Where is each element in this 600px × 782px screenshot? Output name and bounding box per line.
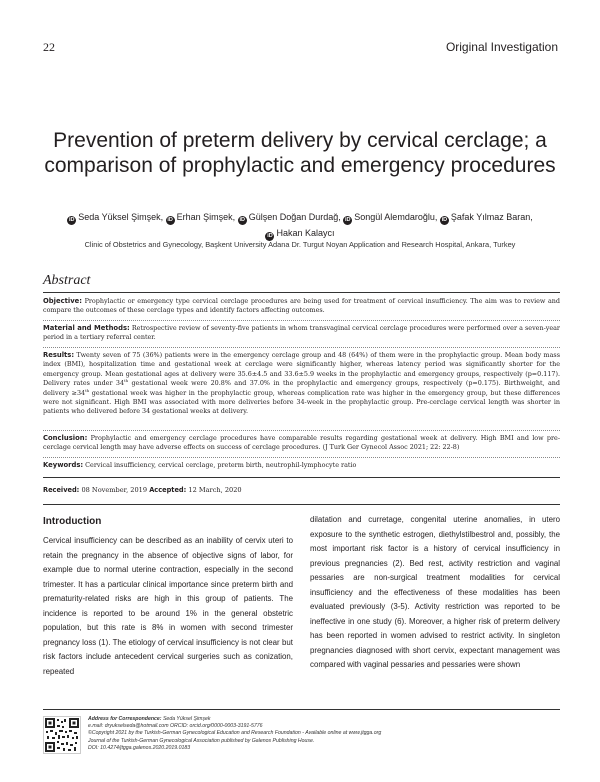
conclusion-label: Conclusion: — [43, 434, 88, 442]
divider — [43, 430, 560, 431]
objective-text: Prophylactic or emergency type cervical cerclage procedures are being used for treatment of cervical insufficiency. The aim was to review and compare the outcomes of these cerclage types and identify factors affecting outcomes. — [43, 297, 560, 315]
affiliation: Clinic of Obstetrics and Gynecology, Başkent University Adana Dr. Turgut Noyan Application and Research Hospital, Ankara, Turkey — [84, 240, 516, 249]
orcid-icon: iD — [239, 217, 245, 223]
abstract-methods — [43, 324, 560, 343]
author[interactable]: iD Hakan Kalaycı — [267, 228, 335, 239]
superscript: th — [124, 378, 129, 384]
keywords-text: Cervical insufficiency, cervical cerclage, preterm birth, neutrophil-lymphocyte ratio — [85, 461, 357, 469]
results-text: Twenty seven of 75 (36%) patients were in the emergency cerclage group and 48 (64%) of them were in the prophylactic group. Mean body mass index (BMI), hospitalization time and gestational week at cerclage were significantly higher, whereas latency period was significantly shorter for the emergency group. Mean gestational ages at delivery were 35.6±4.5 and 33.6±5.9 weeks in the prophylactic and emergency groups, respectively (p=0.117). Delivery rates under 34 — [43, 351, 560, 388]
correspondence — [88, 716, 558, 723]
divider — [43, 292, 560, 293]
divider — [43, 457, 560, 458]
orcid-icon: iD — [441, 217, 448, 223]
correspondence-label: Address for Correspondence: — [88, 716, 162, 722]
introduction-heading: Introduction — [43, 516, 102, 527]
orcid-icon: iD — [167, 217, 173, 223]
results-text: gestational week was higher in the prophylactic group, whereas complication rate was higher in the emergency group, but these differences were not significant. High BMI was associated with more deliveries before 34-week in the prophylactic group. Pre-cerclage cervical length was shorter in patients who delivered before 34 gestational weeks at delivery. — [43, 388, 560, 416]
superscript: th — [85, 387, 90, 393]
qr-code[interactable] — [43, 716, 81, 754]
conclusion-text: Prophylactic and emergency cerclage procedures have comparable results regarding gestational week at delivery. High BMI and low pre-cerclage cervical length may have adverse effects on success of cerclage procedures. (J Turk Ger Gynecol Assoc 2021; 22: 22-8) — [43, 434, 560, 452]
orcid-icon: iD — [69, 217, 75, 223]
divider — [43, 477, 560, 478]
abstract-keywords — [43, 461, 560, 470]
abstract-objective — [43, 297, 560, 316]
page-number: 22 — [43, 40, 55, 54]
qr-code-icon — [44, 717, 80, 753]
article-title: Prevention of preterm delivery by cervical cerclage; a comparison of prophylactic and emergency procedures — [44, 129, 556, 177]
author[interactable]: iD Seda Yüksel Şimşek, — [69, 212, 164, 223]
divider — [43, 347, 560, 348]
results-label: Results: — [43, 351, 75, 359]
introduction-left-column: Cervical insufficiency can be described as an inability of cervix uteri to retain the pregnancy in the absence of objective signs of labor, for example due to normal uterine contraction, especially in the second trimester. It has a particular clinical importance since preterm birth and prematurity-related risks are high in this group of patients. The incidence is reported to be around 1% in the general obstetric population, but this rate is 8% in women with second trimester pregnancy loss (1). The etiology of cervical insufficiency is not clear but risk factors include antecedent cervical surgeries such as conization, repeated — [43, 536, 293, 676]
footer — [88, 716, 558, 752]
accepted-date: 12 March, 2020 — [188, 486, 242, 494]
received-date: 08 November, 2019 — [81, 486, 148, 494]
author[interactable]: iD Gülşen Doğan Durdağ, — [239, 212, 341, 223]
results-text: gestational week were 20.8% and 37.0% in the prophylactic and emergency groups, respectively (p=0.175). Birthweight, and delivery ≥34 — [43, 379, 560, 397]
accepted-label: Accepted: — [149, 486, 187, 494]
article-dates — [43, 486, 242, 494]
abstract-conclusion — [43, 434, 560, 453]
keywords-label: Keywords: — [43, 461, 84, 469]
orcid-icon: iD — [267, 233, 273, 239]
author-list — [40, 209, 560, 241]
objective-label: Objective: — [43, 297, 82, 305]
author[interactable]: iD Şafak Yılmaz Baran, — [441, 212, 533, 223]
divider — [43, 504, 560, 505]
abstract-heading: Abstract — [43, 273, 91, 288]
copyright-line: ©Copyright 2021 by the Turkish-German Gynecological Education and Research Foundation - Available online at www.jtgga.org — [88, 730, 382, 737]
abstract-results — [43, 351, 560, 417]
section-label: Original Investigation — [445, 40, 558, 54]
author[interactable]: iD Erhan Şimşek, — [167, 212, 236, 223]
received-label: Received: — [43, 486, 80, 494]
correspondence-name: Seda Yüksel Şimşek — [162, 716, 211, 722]
methods-text: Retrospective review of seventy-five patients in whom transvaginal cervical cerclage procedures were performed over a seven-year period in a tertiary referral center. — [43, 324, 560, 342]
journal-line: Journal of the Turkish-German Gynecological Association published by Galenos Publishing House. — [88, 737, 315, 744]
methods-label: Material and Methods: — [43, 324, 130, 332]
contact-line[interactable]: e.mail: dryukselseda@hotmail.com ORCID: orcid.org/0000-0003-3191-5776 — [88, 723, 263, 730]
footer-divider — [43, 709, 560, 710]
author[interactable]: iD Songül Alemdaroğlu, — [345, 212, 438, 223]
divider — [43, 320, 560, 321]
introduction-right-column: dilatation and curretage, congenital uterine anomalies, in utero exposure to the synthetic estrogen, diethylstilbestrol and, possibly, the most important risk factor is a history of cervical insufficiency in previous pregnancies (2). Bed rest, activity restriction and vaginal pessaries are non-surgical treatment modalities for cervical insufficiency and the effectiveness of these modalities has been evaluated previously (3-5). Activity restriction was reported to be ineffective in one study (6). Moreover, a higher risk of preterm delivery has been reported in women advised to restrict activity. In singleton pregnancies diagnosed with short cervix, expectant management was compared with vaginal pessaries and pessaries were shown — [310, 515, 560, 669]
orcid-icon: iD — [345, 217, 351, 223]
doi-line[interactable]: DOI: 10.4274/jtgga.galenos.2020.2019.0183 — [88, 744, 191, 751]
